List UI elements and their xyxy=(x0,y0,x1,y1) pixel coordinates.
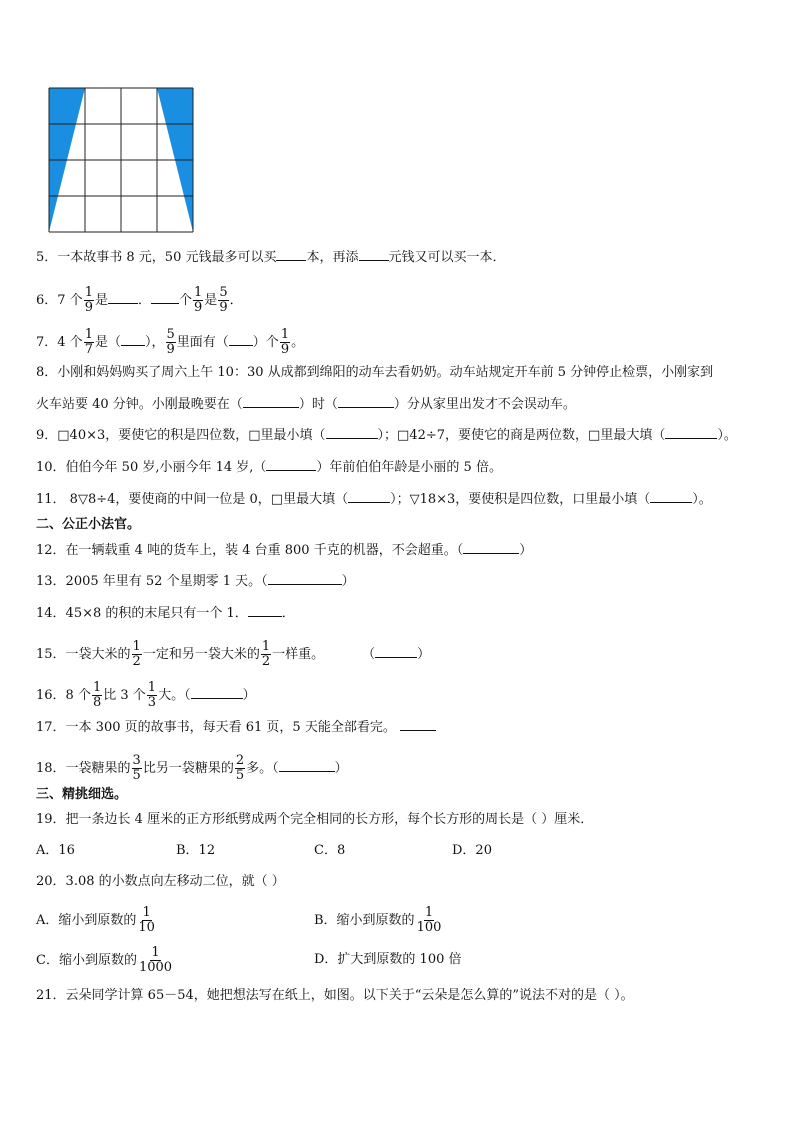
option-d[interactable]: D．20 xyxy=(452,843,492,858)
answer-blank[interactable] xyxy=(348,490,390,503)
question-8-line-2: 火车站要 40 分钟。小刚最晚要在（ ）时（ ）分从家里出发才不会误动车。 xyxy=(36,397,576,412)
option-c[interactable]: C．缩小到原数的 $\frac{1}{1000}$ xyxy=(36,945,173,975)
answer-blank[interactable] xyxy=(650,490,692,503)
question-19: 19．把一条边长 4 厘米的正方形纸劈成两个完全相同的长方形，每个长方形的周长是（ ）厘米． xyxy=(36,812,594,827)
option-b[interactable]: B．12 xyxy=(176,843,216,858)
answer-blank[interactable] xyxy=(151,291,179,304)
answer-blank[interactable] xyxy=(665,426,717,439)
question-5: 5．一本故事书 8 元，50 元钱最多可以买 本，再添 元钱又可以买一本． xyxy=(36,250,506,265)
question-10: 10．伯伯今年 50 岁,小丽今年 14 岁,（ ）年前伯伯年龄是小丽的 5 倍。 xyxy=(36,460,502,475)
fraction: $\frac{1}{7}$ xyxy=(84,327,93,357)
option-c[interactable]: C．8 xyxy=(314,843,346,858)
fraction: $\frac{1}{2}$ xyxy=(261,639,271,669)
question-14: 14．45×8 的积的末尾只有一个 1． ． xyxy=(36,606,295,621)
answer-blank[interactable] xyxy=(400,718,436,731)
fraction: $\frac{1}{2}$ xyxy=(132,639,141,669)
question-17: 17．一本 300 页的故事书，每天看 61 页，5 天能全部看完。 xyxy=(36,718,436,737)
answer-blank[interactable] xyxy=(359,248,389,261)
fraction: $\frac{1}{1000}$ xyxy=(138,945,173,975)
answer-blank[interactable] xyxy=(268,572,342,585)
answer-blank[interactable] xyxy=(276,248,306,261)
question-13: 13．2005 年里有 52 个星期零 1 天。（ ） xyxy=(36,574,355,589)
question-21: 21．云朵同学计算 65－54，她把想法写在纸上，如图。以下关于“云朵是怎么算的”说法不对的是（ ）。 xyxy=(36,988,634,1003)
fraction: $\frac{1}{9}$ xyxy=(194,285,203,315)
answer-blank[interactable] xyxy=(191,686,243,699)
fraction: $\frac{5}{9}$ xyxy=(219,285,228,315)
fraction: $\frac{1}{3}$ xyxy=(147,680,157,710)
option-a[interactable]: A．缩小到原数的 $\frac{1}{10}$ xyxy=(36,905,155,935)
fraction: $\frac{1}{9}$ xyxy=(280,327,290,357)
fraction: $\frac{3}{5}$ xyxy=(132,753,141,783)
answer-blank[interactable] xyxy=(108,291,138,304)
answer-blank[interactable] xyxy=(243,395,299,408)
fraction: $\frac{1}{10}$ xyxy=(138,905,155,935)
fraction: $\frac{1}{8}$ xyxy=(92,680,102,710)
grid-trapezoid-figure xyxy=(48,87,196,233)
answer-blank[interactable] xyxy=(375,645,417,658)
answer-blank[interactable] xyxy=(266,458,316,471)
question-7: 7．4 个 $\frac{1}{7}$ 是（ ）， $\frac{5}{9}$ 里面有（ ）个 $\frac{1}{9}$ 。 xyxy=(36,327,305,357)
fraction: $\frac{1}{100}$ xyxy=(416,905,442,935)
question-11: 11． 8▽8÷4，要使商的中间一位是 0，□里最大填（ ）；▽18×3，要使积是四位数，口里最小填（ ）。 xyxy=(36,492,712,507)
section-heading-3: 三、精挑细选。 xyxy=(36,787,128,802)
answer-blank[interactable] xyxy=(326,426,378,439)
fraction: $\frac{2}{5}$ xyxy=(235,753,245,783)
option-d[interactable]: D．扩大到原数的 100 倍 xyxy=(314,952,462,967)
question-6: 6．7 个 $\frac{1}{9}$ 是 ． 个 $\frac{1}{9}$ 是 $\frac{5}{9}$ ． xyxy=(36,285,243,315)
answer-blank[interactable] xyxy=(463,541,519,554)
question-8-line-1: 8．小刚和妈妈购买了周六上午 10：30 从成都到绵阳的动车去看奶奶。动车站规定开车前 5 分钟停止检票，小刚家到 xyxy=(36,365,714,380)
question-9: 9．□40×3，要使它的积是四位数，□里最小填（ ）；□42÷7，要使它的商是两位数，□里最大填（ ）。 xyxy=(36,428,737,443)
answer-blank[interactable] xyxy=(248,604,282,617)
question-12: 12．在一辆载重 4 吨的货车上，装 4 台重 800 千克的机器，不会超重。（ ） xyxy=(36,543,533,558)
question-16: 16．8 个 $\frac{1}{8}$ 比 3 个 $\frac{1}{3}$ 大。（ ） xyxy=(36,680,256,710)
question-20: 20．3.08 的小数点向左移动二位，就（ ） xyxy=(36,874,285,889)
answer-blank[interactable] xyxy=(229,333,253,346)
answer-blank[interactable] xyxy=(279,759,335,772)
fraction: $\frac{1}{9}$ xyxy=(84,285,93,315)
answer-blank[interactable] xyxy=(338,395,394,408)
section-heading-2: 二、公正小法官。 xyxy=(36,517,141,532)
question-18: 18．一袋糖果的 $\frac{3}{5}$ 比另一袋糖果的 $\frac{2}{5}$ 多。（ ） xyxy=(36,753,348,783)
question-15: 15．一袋大米的 $\frac{1}{2}$ 一定和另一袋大米的 $\frac{1}{2}$ 一样重。 （ ） xyxy=(36,639,431,669)
answer-blank[interactable] xyxy=(121,333,145,346)
option-a[interactable]: A．16 xyxy=(36,843,75,858)
fraction: $\frac{5}{9}$ xyxy=(166,327,175,357)
option-b[interactable]: B．缩小到原数的 $\frac{1}{100}$ xyxy=(314,905,442,935)
